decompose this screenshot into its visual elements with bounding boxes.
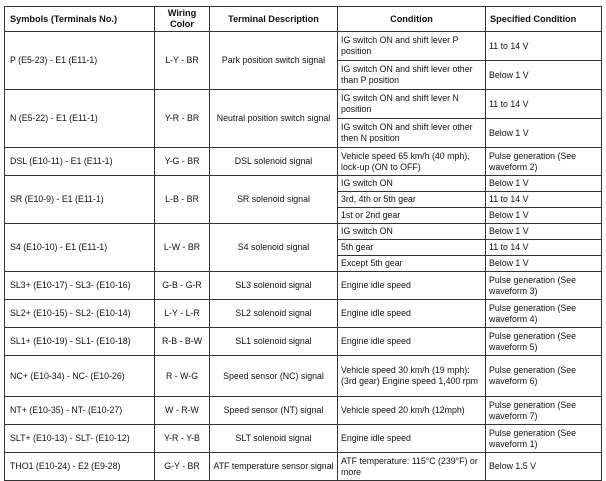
specified-condition-cell: 11 to 14 V	[486, 240, 602, 256]
terminal-description: SL1 solenoid signal	[210, 328, 338, 356]
terminal-symbol: N (E5-22) - E1 (E11-1)	[5, 90, 155, 148]
table-row	[5, 300, 602, 328]
terminal-table-container	[4, 6, 602, 481]
specified-condition-cell: Below 1 V	[486, 119, 602, 148]
specified-condition-cell: Below 1 V	[486, 256, 602, 272]
terminal-description: Speed sensor (NC) signal	[210, 356, 338, 397]
specified-condition-cell: 11 to 14 V	[486, 192, 602, 208]
condition-cell: Engine idle speed	[338, 328, 486, 356]
table-row	[5, 397, 602, 425]
specified-condition-cell: Pulse generation (See waveform 6)	[486, 356, 602, 397]
wiring-color: G-B - G-R	[155, 272, 210, 300]
condition-cell: Except 5th gear	[338, 256, 486, 272]
terminal-symbol: THO1 (E10-24) - E2 (E9-28)	[5, 453, 155, 481]
terminal-symbol: SL1+ (E10-19) - SL1- (E10-18)	[5, 328, 155, 356]
table-row	[5, 425, 602, 453]
condition-cell: IG switch ON	[338, 224, 486, 240]
terminal-symbol: SL2+ (E10-15) - SL2- (E10-14)	[5, 300, 155, 328]
terminal-description: S4 solenoid signal	[210, 224, 338, 272]
condition-cell: Engine idle speed	[338, 425, 486, 453]
table-row	[5, 272, 602, 300]
specified-condition-cell: Pulse generation (See waveform 1)	[486, 425, 602, 453]
specified-condition-cell: Below 1 V	[486, 61, 602, 90]
condition-cell: IG switch ON	[338, 176, 486, 192]
table-row	[5, 356, 602, 397]
terminal-description: Park position switch signal	[210, 32, 338, 90]
condition-cell: Vehicle speed 20 km/h (12mph)	[338, 397, 486, 425]
condition-cell: Vehicle speed 30 km/h (19 mph): (3rd gear) Engine speed 1,400 rpm	[338, 356, 486, 397]
terminal-description: SL2 solenoid signal	[210, 300, 338, 328]
condition-cell: 3rd, 4th or 5th gear	[338, 192, 486, 208]
wiring-color: Y-G - BR	[155, 148, 210, 176]
table-row	[5, 176, 602, 192]
terminal-description: Neutral position switch signal	[210, 90, 338, 148]
header-specified-condition: Specified Condition	[486, 7, 602, 32]
table-header-row	[5, 7, 602, 32]
terminal-symbol: S4 (E10-10) - E1 (E11-1)	[5, 224, 155, 272]
specified-condition-cell: 11 to 14 V	[486, 32, 602, 61]
terminal-symbol: P (E5-23) - E1 (E11-1)	[5, 32, 155, 90]
condition-cell: ATF temperature: 115°C (239°F) or more	[338, 453, 486, 481]
wiring-color: Y-R - Y-B	[155, 425, 210, 453]
terminal-description: ATF temperature sensor signal	[210, 453, 338, 481]
condition-cell: Vehicle speed 65 km/h (40 mph), lock-up (ON to OFF)	[338, 148, 486, 176]
specified-condition-cell: Pulse generation (See waveform 2)	[486, 148, 602, 176]
specified-condition-cell: Below 1 V	[486, 208, 602, 224]
condition-cell: IG switch ON and shift lever other then N position	[338, 119, 486, 148]
header-symbols: Symbols (Terminals No.)	[5, 7, 155, 32]
condition-cell: Engine idle speed	[338, 300, 486, 328]
header-terminal-description: Terminal Description	[210, 7, 338, 32]
terminal-description: DSL solenoid signal	[210, 148, 338, 176]
condition-cell: IG switch ON and shift lever P position	[338, 32, 486, 61]
wiring-color: R - W-G	[155, 356, 210, 397]
wiring-color: G-Y - BR	[155, 453, 210, 481]
wiring-color: L-B - BR	[155, 176, 210, 224]
specified-condition-cell: Pulse generation (See waveform 3)	[486, 272, 602, 300]
terminal-description: Speed sensor (NT) signal	[210, 397, 338, 425]
wiring-color: L-W - BR	[155, 224, 210, 272]
header-condition: Condition	[338, 7, 486, 32]
terminal-symbol: SL3+ (E10-17) - SL3- (E10-16)	[5, 272, 155, 300]
header-wiring-color: Wiring Color	[155, 7, 210, 32]
terminal-symbol: NT+ (E10-35) - NT- (E10-27)	[5, 397, 155, 425]
table-row	[5, 148, 602, 176]
terminal-symbol: SLT+ (E10-13) - SLT- (E10-12)	[5, 425, 155, 453]
terminal-symbol: NC+ (E10-34) - NC- (E10-26)	[5, 356, 155, 397]
specified-condition-cell: 11 to 14 V	[486, 90, 602, 119]
specified-condition-cell: Pulse generation (See waveform 4)	[486, 300, 602, 328]
table-row	[5, 453, 602, 481]
wiring-color: Y-R - BR	[155, 90, 210, 148]
ecu-terminal-table	[4, 6, 602, 481]
terminal-description: SR solenoid signal	[210, 176, 338, 224]
terminal-description: SLT solenoid signal	[210, 425, 338, 453]
condition-cell: 5th gear	[338, 240, 486, 256]
table-row	[5, 224, 602, 240]
specified-condition-cell: Pulse generation (See waveform 7)	[486, 397, 602, 425]
wiring-color: L-Y - L-R	[155, 300, 210, 328]
wiring-color: R-B - B-W	[155, 328, 210, 356]
terminal-symbol: DSL (E10-11) - E1 (E11-1)	[5, 148, 155, 176]
specified-condition-cell: Below 1 V	[486, 224, 602, 240]
wiring-color: W - R-W	[155, 397, 210, 425]
wiring-color: L-Y - BR	[155, 32, 210, 90]
condition-cell: IG switch ON and shift lever N position	[338, 90, 486, 119]
specified-condition-cell: Pulse generation (See waveform 5)	[486, 328, 602, 356]
terminal-description: SL3 solenoid signal	[210, 272, 338, 300]
table-row	[5, 32, 602, 61]
specified-condition-cell: Below 1 V	[486, 176, 602, 192]
condition-cell: IG switch ON and shift lever other than P position	[338, 61, 486, 90]
terminal-symbol: SR (E10-9) - E1 (E11-1)	[5, 176, 155, 224]
condition-cell: 1st or 2nd gear	[338, 208, 486, 224]
specified-condition-cell: Below 1.5 V	[486, 453, 602, 481]
table-row	[5, 90, 602, 119]
condition-cell: Engine idle speed	[338, 272, 486, 300]
table-row	[5, 328, 602, 356]
